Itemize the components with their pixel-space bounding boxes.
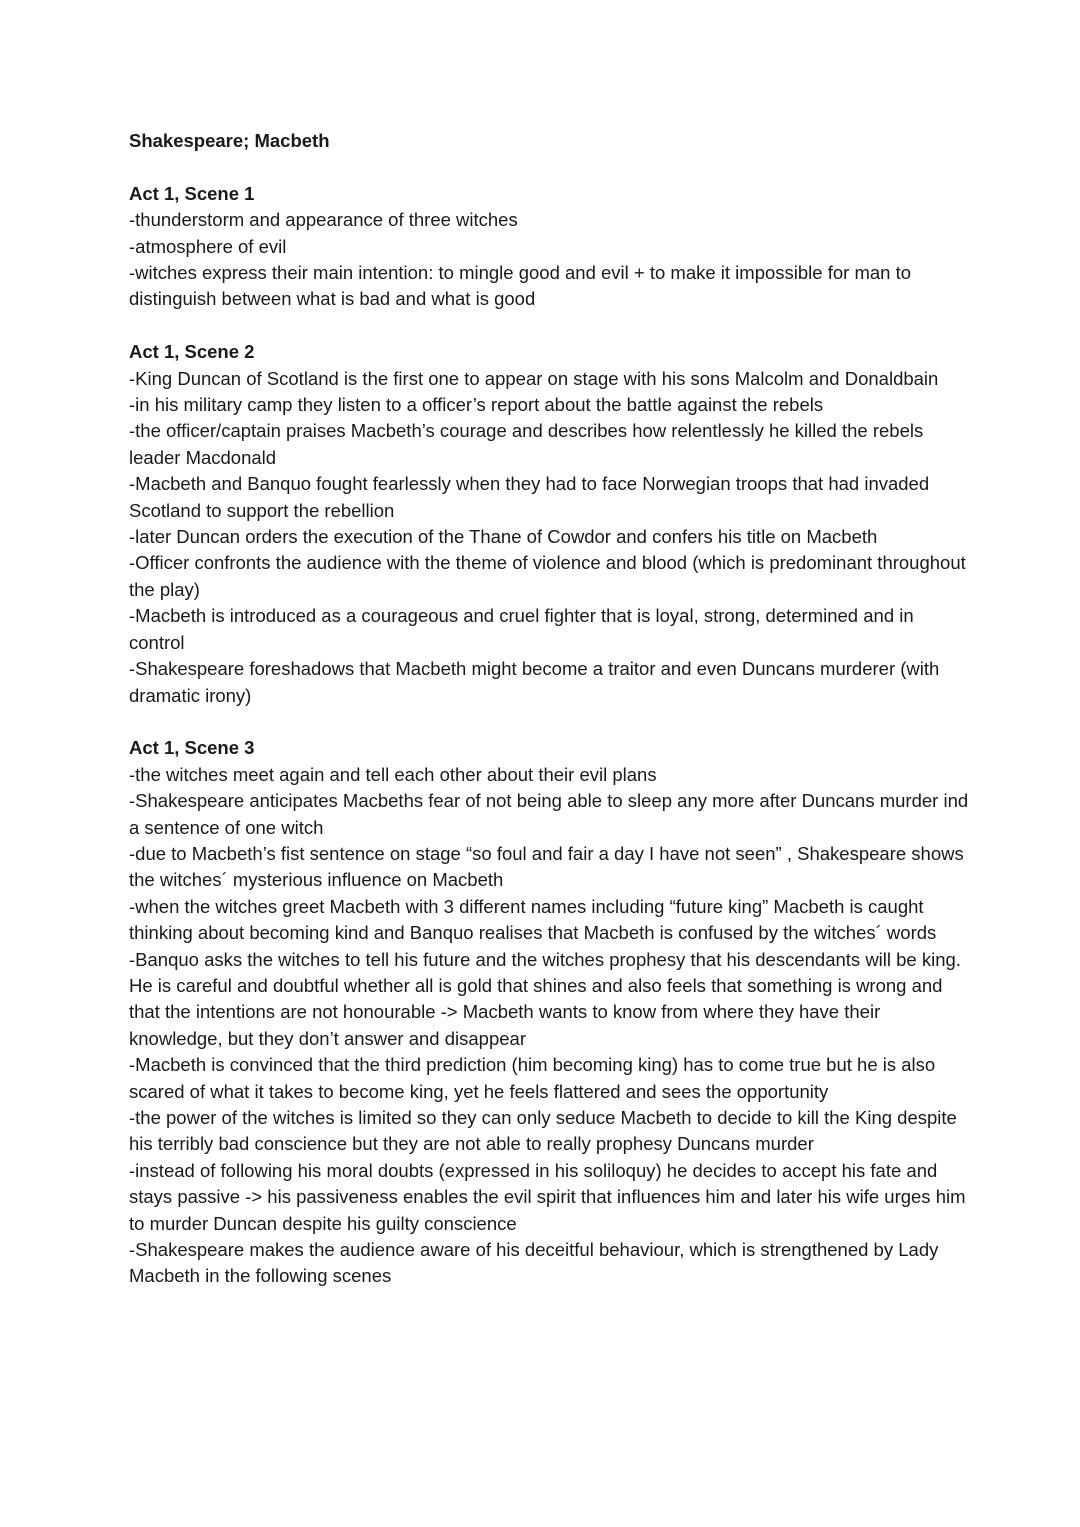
section-heading: Act 1, Scene 2 <box>129 341 255 363</box>
note-item: -the officer/captain praises Macbeth’s courage and describes how relentlessly he killed the rebels leader Macdonald <box>129 420 924 468</box>
note-item: -instead of following his moral doubts (expressed in his soliloquy) he decides to accept his fate and stays passive -> his passiveness enables the evil spirit that influences him and later his wife urges him to murder Duncan despite his guilty conscience <box>129 1159 966 1234</box>
note-item: -Macbeth is convinced that the third prediction (him becoming king) has to come true but he is also scared of what it takes to become king, yet he feels flattered and sees the opportunity <box>129 1054 936 1102</box>
note-item: -Banquo asks the witches to tell his future and the witches prophesy that his descendants will be king. He is careful and doubtful whether all is gold that shines and also feels that something is wrong and that the intentions are not honourable -> Macbeth wants to know from where they have their knowledge, but they don’t answer and disappear <box>129 948 961 1049</box>
note-item: -due to Macbeth’s fist sentence on stage “so foul and fair a day I have not seen” , Shakespeare shows the witches´ mysterious influence on Macbeth <box>129 842 964 891</box>
note-item: -later Duncan orders the execution of the Thane of Cowdor and confers his title on Macbeth <box>129 526 878 548</box>
section-heading: Act 1, Scene 1 <box>129 182 255 204</box>
note-item: -witches express their main intention: to mingle good and evil + to make it impossible for man to distinguish between what is bad and what is good <box>129 262 912 310</box>
document-page <box>129 128 969 1316</box>
note-item: -the power of the witches is limited so they can only seduce Macbeth to decide to kill the King despite his terribly bad conscience but they are not able to really prophesy Duncans murder <box>129 1106 957 1155</box>
note-item: -when the witches greet Macbeth with 3 different names including “future king” Macbeth is caught thinking about becoming kind and Banquo realises that Macbeth is confused by the witches´ words <box>129 895 937 944</box>
note-item: -King Duncan of Scotland is the first one to appear on stage with his sons Malcolm and Donaldbain <box>129 367 939 389</box>
section-heading: Act 1, Scene 3 <box>129 737 255 759</box>
note-item: -Shakespeare makes the audience aware of his deceitful behaviour, which is strengthened by Lady Macbeth in the following scenes <box>129 1239 939 1287</box>
note-item: -Macbeth and Banquo fought fearlessly when they had to face Norwegian troops that had invaded Scotland to support the rebellion <box>129 473 930 521</box>
section-act1-scene2 <box>129 339 969 709</box>
note-item: -atmosphere of evil <box>129 235 287 257</box>
section-act1-scene3 <box>129 735 969 1290</box>
note-item: -Shakespeare anticipates Macbeths fear of not being able to sleep any more after Duncans murder ind a sentence of one witch <box>129 790 969 838</box>
note-item: -in his military camp they listen to a officer’s report about the battle against the rebels <box>129 394 824 416</box>
document-title: Shakespeare; Macbeth <box>129 130 330 151</box>
note-item: -Officer confronts the audience with the theme of violence and blood (which is predominant throughout the play) <box>129 552 966 600</box>
note-item: -thunderstorm and appearance of three witches <box>129 209 518 231</box>
section-act1-scene1 <box>129 181 969 313</box>
note-item: -Shakespeare foreshadows that Macbeth might become a traitor and even Duncans murderer (with dramatic irony) <box>129 658 940 706</box>
note-item: -Macbeth is introduced as a courageous and cruel fighter that is loyal, strong, determined and in control <box>129 605 914 653</box>
note-item: -the witches meet again and tell each other about their evil plans <box>129 763 657 785</box>
